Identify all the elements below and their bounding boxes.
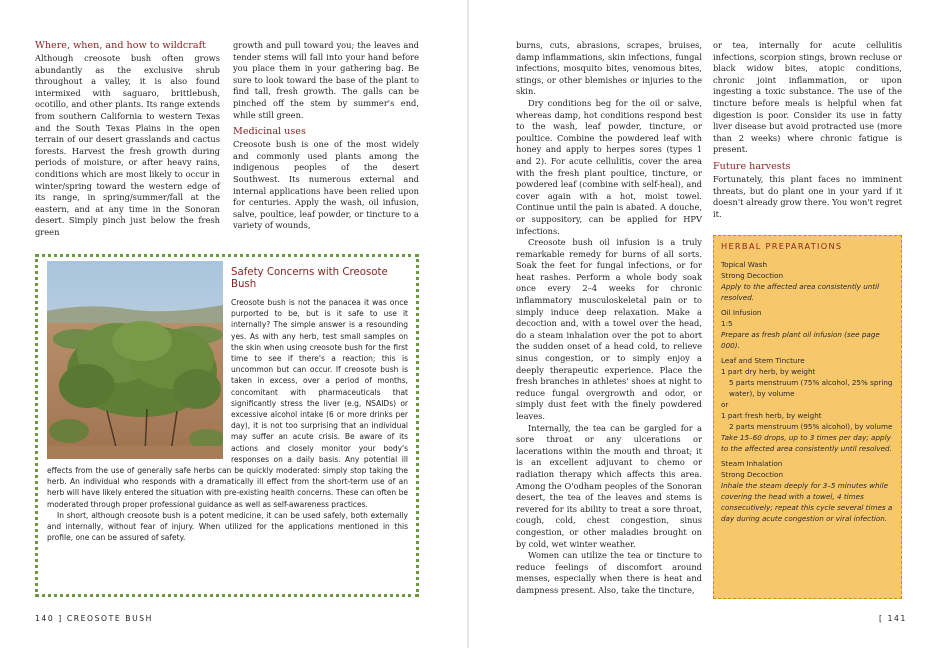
medicinal-uses-heading: Medicinal uses [233, 126, 306, 138]
herbal-preparations-title: HERBAL PREPARATIONS [721, 241, 843, 251]
herbal-line: Prepare as fresh plant oil infusion (see page 000). [721, 330, 880, 350]
safety-paragraph-1: Creosote bush is not the panacea it was once purported to be, but is it safe to use it internally? The simple answer is a resounding yes. As with any herb, test small samples on the skin when using creosote bush for the first time to see if there's a reaction; this is uncommon but can occur. If creosote bush is taken in excess, over a period of months, concomitant with pharmaceuticals that significantly stress the liver (e.g, NSAIDs) or excessive alcohol intake (6 or more drinks per day), it is not too surprising that an individual may suffer an acute crisis. Be aware of its actions and closely monitor your body's responses on a daily basis. Any potential ill effects from the use of generally safe herbs can be quickly moderated: simply stop taking the herb. An individual who responds with a dramatically ill effect from the short-term use of an herb will have likely entered the situation with pre-existing health concerns. These can often be moderated through proper professional guidance as well as self-awareness practices. [47, 298, 408, 509]
herbal-line: Apply to the affected area consistently until resolved. [721, 282, 880, 302]
herbal-line: 5 parts menstruum (75% alcohol, 25% spring water), by volume [729, 378, 893, 398]
wildcraft-paragraph-cont: growth and pull toward you; the leaves and tender stems will fall into your hand before you place them in your gathering bag. Be sure to look toward the base of the plant to find tall, fresh growth. The galls can be pinched off the stem by summer's end, while still green. [233, 40, 419, 120]
herbal-line: Topical Wash [721, 260, 768, 269]
right-paragraph-5: Women can utilize the tea or tincture to reduce feelings of discomfort around menses, especially when there is heat and dampness present. Also, take the tincture, [516, 550, 702, 595]
herbal-preparations-box [713, 235, 902, 599]
right-column-1 [516, 40, 702, 597]
left-column-2 [233, 40, 419, 232]
creosote-bush-illustration [47, 261, 223, 459]
right-paragraph-2: Dry conditions beg for the oil or salve, whereas damp, hot conditions respond best to the wash, leaf powder, tincture, or poultice. Combine the powdered leaf with honey and apply to herpes sores (types 1 and 2). For acute cellulitis, cover the area with the fresh plant poultice, tincture, or powdered leaf (combine with self-heal), and cover again with a hot, moist towel. Continue until the pain is abated. A douche, or suppository, can be applied for HPV infections. [516, 97, 702, 236]
safety-paragraph-2: In short, although creosote bush is a potent medicine, it can be used safely, both externally and internally, without fear of injury. When utilized for the applications mentioned in this profile, one can be assured of safety. [47, 510, 408, 543]
herbal-line: Inhale the steam deeply for 3–5 minutes while covering the head with a towel, 4 times consecutively; repeat this cycle several times a day during acute congestion or viral infection. [721, 481, 893, 523]
right-paragraph-3: Creosote bush oil infusion is a truly remarkable remedy for burns of all sorts. Soak the feet for fungal infections, or for heat rashes. Perform a whole body soak once every 2–4 weeks for chronic inflammatory musculoskeletal pain or to simply induce deep relaxation. Make a decoction and, with a towel over the head, do a steam inhalation over the pot to abort the sudden onset of a head cold, to relieve sinus congestion, or to simply enjoy a deeply therapeutic experience. Place the fresh branches in athletes' shoes at night to reduce fungal overgrowth and odor, or simply dust feet with the finely powdered leaves. [516, 237, 702, 421]
herbal-section [721, 458, 894, 524]
medicinal-uses-paragraph: Creosote bush is one of the most widely and commonly used plants among the indigenous peoples of the desert Southwest. Its numerous external and internal applications have been relied upon for centuries. Apply the wash, oil infusion, salve, poultice, leaf powder, or tincture to a variety of wounds, [233, 139, 419, 231]
herbal-line: 1 part dry herb, by weight [721, 367, 816, 376]
safety-sidebar [35, 254, 419, 597]
herbal-line: 1 part fresh herb, by weight [721, 411, 822, 420]
herbal-sections [721, 259, 894, 524]
herbal-line: 1:5 [721, 319, 733, 328]
future-harvests-paragraph: Fortunately, this plant faces no imminent threats, but do plant one in your yard if it doesn't already grow there. You won't regret it. [713, 173, 902, 219]
future-harvests-heading: Future harvests [713, 160, 791, 172]
right-paragraph-4: Internally, the tea can be gargled for a sore throat or any ulcerations or lacerations within the mouth and throat; it is an excellent adjuvant to chemo or radiation therapy which affects this area. Among the O'odham peoples of the Sonoran desert, the tea of the leaves and stems is revered for its ability to treat a sore throat, cough, cold, chest congestion, sinus congestion, or other maladies brought on by cold, wet winter weather. [516, 422, 702, 549]
wildcraft-heading: Where, when, and how to wildcraft [35, 40, 206, 51]
herbal-section [721, 307, 894, 351]
right-paragraph-1: burns, cuts, abrasions, scrapes, bruises, damp inflammations, skin infections, fungal infections, mosquito bites, venomous bites, stings, or other blemishes or injuries to the skin. [516, 40, 702, 97]
herbal-line: or [721, 400, 729, 409]
right-folio: [ 141 [879, 614, 907, 623]
herbal-line: Take 15–60 drops, up to 3 times per day; apply to the affected area consistently until resolved. [721, 433, 892, 453]
herbal-section [721, 355, 894, 454]
herbal-line: Strong Decoction [721, 470, 784, 479]
safety-title: Safety Concerns with Creosote Bush [231, 267, 388, 290]
left-page [0, 0, 467, 648]
herbal-line: Steam Inhalation [721, 459, 783, 468]
herbal-section [721, 259, 894, 303]
wildcraft-paragraph: Although creosote bush often grows abundantly as the exclusive shrub throughout a valley, it is also found intermixed with saguaro, brittlebush, ocotillo, and other plants. Its range extends from southern California to western Texas and the South Texas Plains in the open terrain of our desert grasslands and cactus forests. Harvest the fresh growth during periods of moisture, or after heavy rains, conditions which are most likely to occur in winter/spring toward the western edge of its range, in spring/summer/fall at the eastern, and at any time in the Sonoran desert. Simply pinch just below the fresh green [35, 53, 220, 237]
right-col2-paragraph-1: or tea, internally for acute cellulitis infections, scorpion stings, brown recluse or black widow bites, atopic conditions, chronic joint inflammation, or upon ingesting a toxic substance. The use of the tincture before meals is helpful when fat digestion is poor. Consider its use in fatty liver disease but avoid protracted use (more than 2 weeks) where chronic fatigue is present. [713, 40, 902, 155]
herbal-line: Leaf and Stem Tincture [721, 356, 805, 365]
herbal-line: Oil Infusion [721, 308, 762, 317]
herbal-line: 2 parts menstruum (95% alcohol), by volume [729, 422, 893, 431]
right-column-2 [713, 40, 902, 220]
herbal-line: Strong Decoction [721, 271, 784, 280]
creosote-bush-photo [47, 261, 223, 459]
left-folio: 140 ] CREOSOTE BUSH [35, 614, 153, 623]
left-column-1 [35, 40, 220, 239]
right-page [469, 0, 936, 648]
